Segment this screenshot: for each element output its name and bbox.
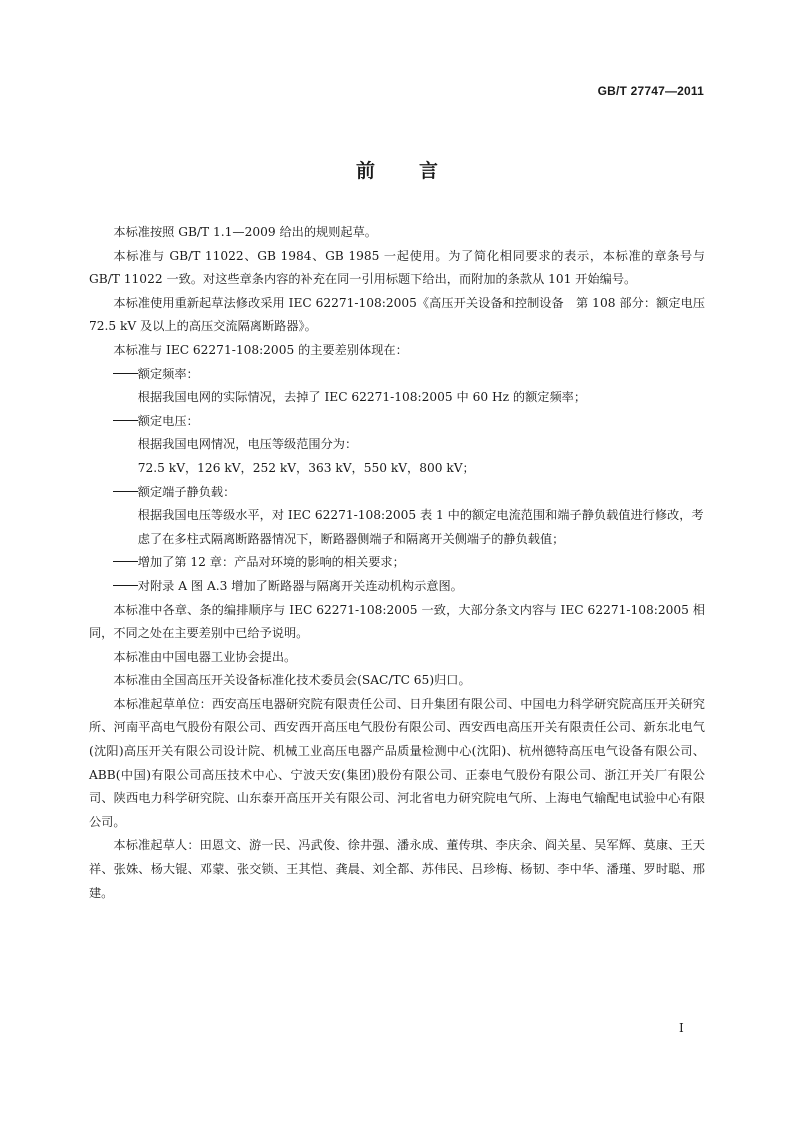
- list-item-detail: 根据我国电网的实际情况，去掉了 IEC 62271-108:2005 中 60 Hz 的额定频率；: [137, 390, 587, 405]
- list-item-annex-a: [89, 575, 705, 599]
- list-item-detail: 根据我国电网情况，电压等级范围分为：: [137, 437, 358, 452]
- list-item-rated-voltage: [89, 410, 705, 434]
- paragraph-usage: 本标准与 GB/T 11022、GB 1984、GB 1985 一起使用。为了简化相同要求的表示，本标准的章条号与 GB/T 11022 一致。对这些章条内容的补充在同一引用标题下给出，而附加的条款从 101 开始编号。: [89, 248, 705, 287]
- dash-mark: [113, 561, 137, 562]
- foreword-body: [89, 221, 705, 905]
- page-number: I: [679, 1021, 684, 1035]
- paragraph-adoption: 本标准使用重新起草法修改采用 IEC 62271-108:2005《高压开关设备和控制设备 第 108 部分：额定电压 72.5 kV 及以上的高压交流隔离断路器》。: [89, 295, 705, 334]
- standard-code: GB/T 27747—2011: [597, 84, 704, 98]
- dash-mark: [113, 491, 137, 492]
- list-item-label: 额定电压：: [137, 413, 199, 428]
- list-item-text: 增加了第 12 章：产品对环境的影响的相关要求；: [137, 555, 405, 570]
- dash-mark: [113, 373, 137, 374]
- list-item-terminal-static-load: [89, 481, 705, 505]
- paragraph-drafters: 本标准起草人：田恩文、游一民、冯武俊、徐井强、潘永成、董传琪、李庆余、阎关星、吴军辉、莫康、王天祥、张姝、杨大锟、邓蒙、张交锁、王其恺、龚晨、刘全都、苏伟民、吕珍梅、杨韧、李中华、潘瑾、罗时聪、邢建。: [89, 838, 705, 900]
- paragraph-centralized-by: 本标准由全国高压开关设备标准化技术委员会(SAC/TC 65)归口。: [113, 673, 471, 688]
- dash-mark: [113, 585, 137, 586]
- list-item-detail: 72.5 kV，126 kV，252 kV，363 kV，550 kV，800 kV；: [137, 460, 475, 475]
- paragraph-drafting-rules: 本标准按照 GB/T 1.1—2009 给出的规则起草。: [113, 225, 377, 239]
- paragraph-proposed-by: 本标准由中国电器工业协会提出。: [113, 649, 297, 664]
- dash-mark: [113, 420, 137, 421]
- list-item-label: 额定频率：: [137, 366, 199, 381]
- paragraph-structure: 本标准中各章、条的编排顺序与 IEC 62271-108:2005 一致，大部分条文内容与 IEC 62271-108:2005 相同，不同之处在主要差别中已给予说明。: [89, 602, 705, 641]
- page-title: [0, 156, 794, 183]
- title-char-2: 言: [419, 160, 439, 182]
- paragraph-differences-intro: 本标准与 IEC 62271-108:2005 的主要差别体现在：: [113, 342, 408, 357]
- list-item-label: 额定端子静负载：: [137, 484, 236, 499]
- list-item-text: 对附录 A 图 A.3 增加了断路器与隔离开关连动机构示意图。: [137, 578, 463, 593]
- list-item-chapter-12: [89, 551, 705, 575]
- list-item-rated-frequency: [89, 363, 705, 387]
- list-item-detail: 根据我国电压等级水平，对 IEC 62271-108:2005 表 1 中的额定电流范围和端子静负载值进行修改，考虑了在多柱式隔离断路器情况下，断路器侧端子和隔离开关侧端子的静负载值；: [137, 508, 704, 546]
- paragraph-drafting-units: 本标准起草单位：西安高压电器研究院有限责任公司、日升集团有限公司、中国电力科学研究院高压开关研究所、河南平高电气股份有限公司、西安西开高压电气股份有限公司、西安西电高压开关有限责任公司、新东北电气(沈阳)高压开关有限公司设计院、机械工业高压电器产品质量检测中心(沈阳)、杭州德特高压电气设备有限公司、ABB(中国)有限公司高压技术中心、宁波天安(集团)股份有限公司、正泰电气股份有限公司、浙江开关厂有限公司、陕西电力科学研究院、山东泰开高压开关有限公司、河北省电力研究院电气所、上海电气输配电试验中心有限公司。: [89, 696, 705, 829]
- title-char-1: 前: [355, 160, 375, 182]
